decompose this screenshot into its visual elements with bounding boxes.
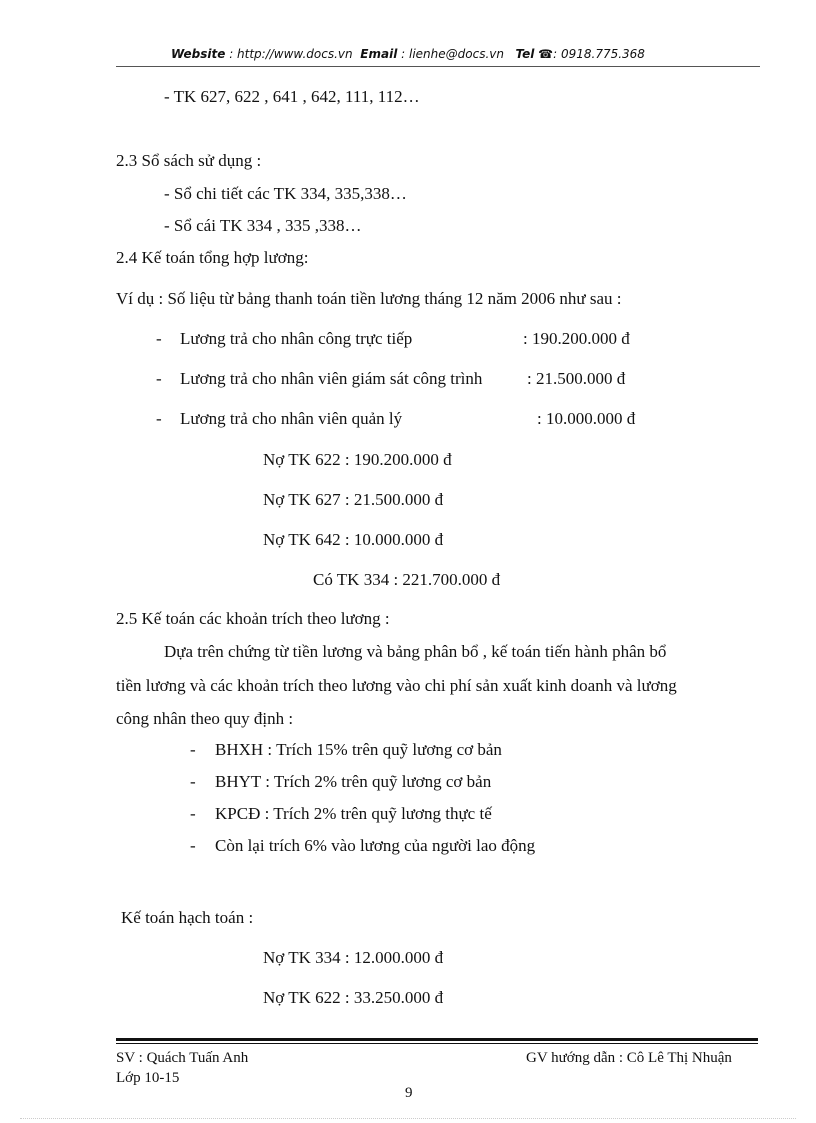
website-label: Website: [171, 47, 226, 61]
section-2-3-heading: 2.3 Sổ sách sử dụng :: [116, 151, 262, 170]
footer-divider-thin: [116, 1043, 758, 1044]
salary-item-amount: : 10.000.000 đ: [537, 409, 636, 428]
journal-entry: Nợ TK 642 : 10.000.000 đ: [263, 530, 444, 549]
journal-entry: Nợ TK 627 : 21.500.000 đ: [263, 490, 444, 509]
paragraph-line: Dựa trên chứng từ tiền lương và bảng phân bổ , kế toán tiến hành phân bổ: [164, 642, 667, 661]
header-divider: [116, 66, 760, 67]
website-value: : http://www.docs.vn: [229, 47, 353, 61]
deduction-item: BHYT : Trích 2% trên quỹ lương cơ bản: [215, 772, 492, 791]
footer-student: SV : Quách Tuấn Anh: [116, 1050, 249, 1066]
salary-item-label: Lương trả cho nhân viên quản lý: [180, 409, 403, 428]
bullet: -: [190, 836, 196, 855]
salary-item-label: Lương trả cho nhân công trực tiếp: [180, 329, 413, 348]
section-2-5-heading: 2.5 Kế toán các khoản trích theo lương :: [116, 609, 390, 628]
bullet: -: [156, 369, 162, 388]
tel-label: Tel: [515, 47, 535, 61]
book-detail-line: - Sổ chi tiết các TK 334, 335,338…: [164, 184, 407, 203]
paragraph-line: tiền lương và các khoản trích theo lương vào chi phí sản xuất kinh doanh và lương: [116, 676, 677, 695]
page-number: 9: [405, 1085, 413, 1101]
section-2-4-heading: 2.4 Kế toán tổng hợp lương:: [116, 248, 309, 267]
journal-entry: Nợ TK 622 : 190.200.000 đ: [263, 450, 452, 469]
deduction-item: Còn lại trích 6% vào lương của người lao động: [215, 836, 536, 855]
journal-entry: Nợ TK 334 : 12.000.000 đ: [263, 948, 444, 967]
journal-entry: Nợ TK 622 : 33.250.000 đ: [263, 988, 444, 1007]
bullet: -: [190, 772, 196, 791]
phone-icon: ☎: [538, 47, 554, 61]
example-intro: Ví dụ : Số liệu từ bảng thanh toán tiền lương tháng 12 năm 2006 như sau :: [116, 289, 622, 308]
deduction-item: KPCĐ : Trích 2% trên quỹ lương thực tế: [215, 804, 492, 823]
salary-item-amount: : 190.200.000 đ: [523, 329, 630, 348]
book-ledger-line: - Sổ cái TK 334 , 335 ,338…: [164, 216, 362, 235]
email-label: Email: [360, 47, 398, 61]
email-value: : lienhe@docs.vn: [401, 47, 504, 61]
bullet: -: [156, 409, 162, 428]
tel-value: : 0918.775.368: [553, 47, 645, 61]
posting-title: Kế toán hạch toán :: [121, 908, 254, 927]
footer-class: Lớp 10-15: [116, 1070, 180, 1086]
salary-item-label: Lương trả cho nhân viên giám sát công trình: [180, 369, 483, 388]
bullet: -: [190, 740, 196, 759]
salary-item-amount: : 21.500.000 đ: [527, 369, 626, 388]
deduction-item: BHXH : Trích 15% trên quỹ lương cơ bản: [215, 740, 502, 759]
paragraph-line: công nhân theo quy định :: [116, 709, 294, 728]
bullet: -: [156, 329, 162, 348]
accounts-line: - TK 627, 622 , 641 , 642, 111, 112…: [164, 87, 420, 106]
page-header: [0, 47, 816, 61]
footer-advisor: GV hướng dẫn : Cô Lê Thị Nhuận: [526, 1050, 732, 1066]
bullet: -: [190, 804, 196, 823]
page-bottom-border: [20, 1118, 796, 1119]
footer-divider-thick: [116, 1038, 758, 1041]
journal-credit: Có TK 334 : 221.700.000 đ: [313, 570, 501, 589]
